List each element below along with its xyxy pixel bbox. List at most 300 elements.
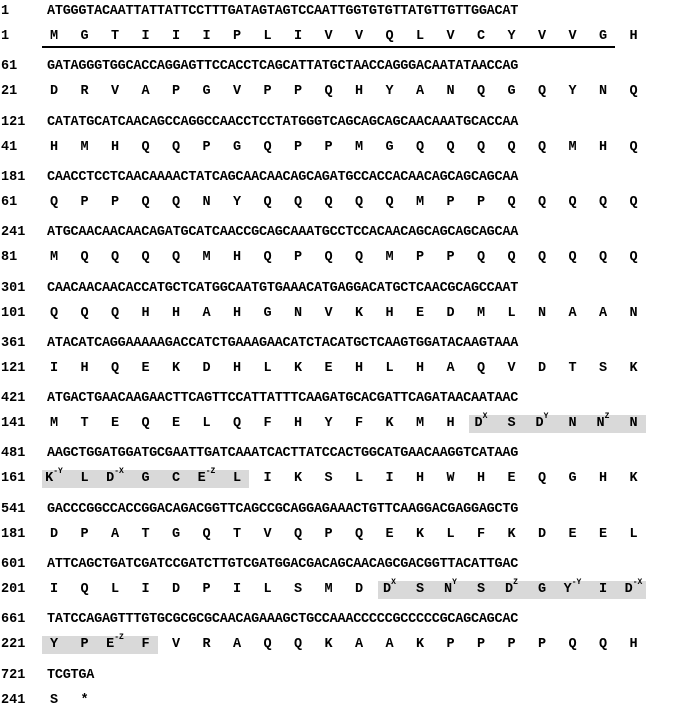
amino-acid-residue: K: [171, 360, 181, 376]
nucleotide-row: [0, 115, 685, 137]
residue-superscript: X: [482, 411, 488, 421]
amino-acid-residue: F: [141, 637, 150, 653]
amino-acid-residue: T: [110, 29, 120, 44]
amino-acid-residue: W: [446, 471, 455, 487]
amino-acid-residue: H: [232, 360, 242, 376]
nucleotide-row: [0, 4, 685, 26]
nucleotide-position: 181: [1, 169, 26, 185]
amino-acid-residue: Q: [598, 637, 608, 653]
amino-acid-residue: M: [354, 139, 364, 155]
amino-acid-residue: M: [80, 139, 89, 155]
amino-acid-residue: L: [354, 471, 364, 487]
amino-acid-residue: H: [49, 139, 59, 155]
amino-acid-residue: S: [324, 471, 333, 487]
amino-acid-residue: T: [232, 526, 242, 542]
nucleotide-position: 301: [1, 280, 26, 296]
amino-acid-residue: Q: [476, 84, 486, 100]
amino-acid-residue: Q: [537, 194, 547, 210]
amino-acid-residue: I: [263, 471, 272, 487]
amino-acid-residue: N: [598, 84, 608, 100]
amino-acid-residue: L: [385, 360, 394, 376]
amino-acid-residue: Q: [324, 194, 333, 210]
amino-acid-residue: H: [232, 305, 242, 321]
amino-acid-residue: P: [415, 250, 425, 266]
nucleotide-row: [0, 336, 685, 358]
nucleotide-row: [0, 668, 685, 690]
amino-acid-position: 201: [1, 582, 26, 597]
amino-acid-residue: $D^{-X}$: [624, 577, 643, 597]
amino-acid-residue: L: [110, 582, 120, 597]
residue-superscript: Y: [452, 577, 457, 587]
amino-acid-residue: H: [598, 139, 608, 155]
amino-acid-row: [0, 306, 685, 328]
amino-acid-residue: $D^Y$: [535, 411, 549, 432]
amino-acid-position: 21: [1, 84, 18, 100]
amino-acid-residue: Q: [537, 84, 547, 100]
amino-acid-residue: K: [629, 471, 638, 487]
amino-acid-residue: S: [598, 360, 608, 376]
nucleotide-row: [0, 557, 685, 579]
amino-acid-residue: G: [385, 139, 394, 155]
amino-acid-residue: A: [354, 637, 364, 653]
nucleotide-sequence: AAGCTGGATGGATGCGAATTGATCAAATCACTTATCCACTGGCATGAACAAGGTCATAAG: [47, 446, 519, 462]
amino-acid-residue: K: [415, 637, 425, 653]
amino-acid-position: 81: [1, 250, 18, 266]
amino-acid-residue: G: [568, 471, 577, 487]
amino-acid-residue: V: [110, 84, 120, 100]
amino-acid-residue: H: [80, 360, 89, 376]
amino-acid-residue: Q: [537, 471, 547, 487]
amino-acid-position: 61: [1, 194, 18, 210]
amino-acid-residue: Q: [598, 194, 608, 210]
amino-acid-residue: A: [598, 305, 608, 321]
amino-acid-residue: Q: [568, 250, 577, 266]
nucleotide-sequence: ATGGGTACAATTATTATTCCTTTGATAGTAGTCCAATTGGTGTGTTATGTTGTTGGACAT: [47, 4, 519, 19]
amino-acid-residue: G: [263, 305, 272, 321]
amino-acid-residue: P: [324, 526, 333, 542]
amino-acid-residue: Q: [293, 194, 303, 210]
amino-acid-residue: P: [80, 526, 89, 542]
amino-acid-residue: Q: [141, 194, 150, 210]
amino-acid-residue: H: [354, 360, 364, 376]
amino-acid-residue: L: [263, 360, 272, 376]
amino-acid-residue: F: [476, 526, 486, 542]
residue-superscript: -X: [114, 466, 124, 476]
amino-acid-residue: V: [354, 29, 364, 44]
amino-acid-residue: I: [232, 582, 242, 597]
amino-acid-residue: Y: [507, 29, 516, 44]
amino-acid-residue: Q: [171, 194, 181, 210]
amino-acid-residue: M: [568, 139, 577, 155]
amino-acid-residue: D: [49, 84, 59, 100]
amino-acid-residue: G: [141, 471, 150, 487]
amino-acid-residue: Y: [324, 416, 333, 432]
amino-acid-residue: P: [202, 582, 211, 597]
amino-acid-residue: Q: [293, 637, 303, 653]
amino-acid-residue: H: [232, 250, 242, 266]
amino-acid-residue: L: [202, 416, 211, 432]
amino-acid-residue: Q: [507, 139, 516, 155]
amino-acid-residue: E: [141, 360, 150, 376]
amino-acid-residue: Q: [110, 250, 120, 266]
amino-acid-residue: Q: [80, 582, 89, 597]
amino-acid-residue: S: [49, 692, 59, 708]
amino-acid-position: 101: [1, 305, 26, 321]
nucleotide-row: [0, 59, 685, 81]
amino-acid-residue: S: [476, 582, 486, 597]
amino-acid-residue: A: [446, 360, 455, 376]
amino-acid-position: 161: [1, 471, 26, 487]
amino-acid-residue: P: [263, 84, 272, 100]
nucleotide-position: 421: [1, 391, 26, 407]
amino-acid-residue: P: [476, 194, 486, 210]
amino-acid-residue: I: [49, 360, 59, 376]
nucleotide-sequence: ATGACTGAACAAGAACTTCAGTTCCATTATTTCAAGATGCACGATTCAGATAACAATAAC: [47, 391, 519, 407]
residue-superscript: X: [391, 577, 396, 587]
amino-acid-residue: Q: [629, 84, 638, 100]
amino-acid-residue: Q: [141, 139, 150, 155]
amino-acid-residue: P: [446, 250, 455, 266]
amino-acid-residue: L: [263, 29, 272, 44]
amino-acid-residue: H: [446, 416, 455, 432]
amino-acid-row: [0, 466, 685, 493]
amino-acid-residue: N: [293, 305, 303, 321]
amino-acid-residue: M: [415, 194, 425, 210]
amino-acid-residue: H: [476, 471, 486, 487]
amino-acid-row: [0, 577, 685, 604]
amino-acid-residue: N: [568, 416, 577, 432]
amino-acid-residue: K: [293, 360, 303, 376]
amino-acid-residue: Y: [49, 637, 59, 653]
amino-acid-residue: M: [385, 250, 394, 266]
amino-acid-residue: I: [202, 29, 211, 44]
amino-acid-residue: I: [598, 582, 608, 597]
amino-acid-residue: $N^Y$: [444, 577, 457, 597]
amino-acid-residue: F: [263, 416, 272, 432]
amino-acid-residue: Q: [80, 305, 89, 321]
amino-acid-residue: Q: [324, 84, 333, 100]
amino-acid-residue: K: [354, 305, 364, 321]
amino-acid-residue: G: [537, 582, 547, 597]
nucleotide-position: 481: [1, 446, 26, 462]
amino-acid-residue: K: [629, 360, 638, 376]
amino-acid-residue: E: [568, 526, 577, 542]
residue-superscript: -X: [632, 577, 643, 587]
amino-acid-residue: Q: [110, 360, 120, 376]
amino-acid-residue: Y: [232, 194, 242, 210]
amino-acid-residue: Q: [354, 194, 364, 210]
amino-acid-residue: D: [49, 526, 59, 542]
amino-acid-residue: Q: [385, 194, 394, 210]
amino-acid-residue: Q: [49, 194, 59, 210]
amino-acid-residue: I: [293, 29, 303, 44]
amino-acid-residue: L: [232, 471, 242, 487]
amino-acid-residue: Q: [476, 250, 486, 266]
nucleotide-sequence: GACCCGGCCACCGGACAGACGGTTCAGCCGCAGGAGAAACTGTTCAAGGACGAGGAGCTG: [47, 501, 519, 517]
amino-acid-residue: A: [385, 637, 394, 653]
amino-acid-residue: K: [415, 526, 425, 542]
amino-acid-residue: L: [415, 29, 425, 44]
amino-acid-residue: H: [354, 84, 364, 100]
amino-acid-residue: Q: [141, 250, 150, 266]
residue-superscript: -Z: [205, 466, 216, 476]
amino-acid-residue: $D^X$: [474, 411, 488, 432]
amino-acid-residue: H: [171, 305, 181, 321]
amino-acid-residue: L: [80, 471, 89, 487]
nucleotide-position: 601: [1, 557, 26, 572]
amino-acid-residue: P: [324, 139, 333, 155]
amino-acid-residue: A: [415, 84, 425, 100]
amino-acid-residue: Q: [537, 139, 547, 155]
amino-acid-residue: M: [49, 416, 59, 432]
amino-acid-row: [0, 29, 685, 51]
amino-acid-residue: E: [110, 416, 120, 432]
nucleotide-sequence: ATTCAGCTGATCGATCCGATCTTGTCGATGGACGACAGCAACAGCGACGGTTACATTGAC: [47, 557, 519, 572]
amino-acid-row: [0, 84, 685, 106]
nucleotide-sequence: CAACAACAACACCATGCTCATGGCAATGTGAAACATGAGGACATGCTCAACGCAGCCAAT: [47, 280, 519, 296]
amino-acid-residue: Q: [568, 194, 577, 210]
amino-acid-residue: V: [446, 29, 455, 44]
amino-acid-residue: *: [80, 692, 89, 708]
amino-acid-residue: H: [110, 139, 120, 155]
amino-acid-position: 41: [1, 139, 18, 155]
amino-acid-residue: M: [202, 250, 211, 266]
amino-acid-row: [0, 250, 685, 272]
amino-acid-row: [0, 195, 685, 217]
amino-acid-residue: D: [537, 360, 547, 376]
amino-acid-residue: E: [324, 360, 333, 376]
amino-acid-residue: $E^{-Z}$: [106, 632, 124, 653]
amino-acid-residue: A: [568, 305, 577, 321]
amino-acid-residue: Q: [110, 305, 120, 321]
amino-acid-residue: E: [171, 416, 181, 432]
nucleotide-position: 61: [1, 59, 18, 75]
amino-acid-residue: Q: [293, 526, 303, 542]
amino-acid-row: [0, 140, 685, 162]
amino-acid-residue: M: [49, 250, 59, 266]
amino-acid-residue: R: [80, 84, 89, 100]
amino-acid-residue: M: [415, 416, 425, 432]
amino-acid-residue: Q: [354, 250, 364, 266]
amino-acid-residue: H: [141, 305, 150, 321]
amino-acid-position: 241: [1, 692, 26, 708]
amino-acid-residue: V: [324, 305, 333, 321]
amino-acid-position: 221: [1, 637, 26, 653]
amino-acid-residue: Q: [446, 139, 455, 155]
amino-acid-residue: E: [598, 526, 608, 542]
amino-acid-residue: V: [507, 360, 516, 376]
amino-acid-residue: H: [629, 637, 638, 653]
amino-acid-residue: Y: [568, 84, 577, 100]
amino-acid-residue: I: [141, 582, 150, 597]
signal-peptide-underline: [42, 46, 615, 48]
nucleotide-sequence: CAACCTCCTCAACAAAACTATCAGCAACAACAGCAGATGCCACCACAACAGCAGCAGCAA: [47, 169, 519, 185]
amino-acid-residue: I: [141, 29, 150, 44]
amino-acid-residue: E: [507, 471, 516, 487]
amino-acid-residue: V: [171, 637, 181, 653]
amino-acid-residue: Q: [476, 139, 486, 155]
amino-acid-residue: N: [537, 305, 547, 321]
amino-acid-residue: V: [263, 526, 272, 542]
amino-acid-residue: K: [293, 471, 303, 487]
amino-acid-residue: A: [232, 637, 242, 653]
amino-acid-residue: Q: [263, 637, 272, 653]
amino-acid-residue: G: [171, 526, 181, 542]
nucleotide-position: 241: [1, 225, 26, 241]
amino-acid-residue: D: [446, 305, 455, 321]
nucleotide-row: [0, 225, 685, 247]
nucleotide-position: 661: [1, 612, 26, 628]
amino-acid-residue: N: [202, 194, 211, 210]
amino-acid-residue: I: [171, 29, 181, 44]
nucleotide-sequence: CATATGCATCAACAGCCAGGCCAACCTCCTATGGGTCAGCAGCAGCAACAAATGCACCAA: [47, 114, 519, 130]
amino-acid-residue: D: [537, 526, 547, 542]
amino-acid-residue: L: [629, 526, 638, 542]
amino-acid-residue: P: [171, 84, 181, 100]
amino-acid-residue: H: [415, 360, 425, 376]
amino-acid-residue: Q: [507, 194, 516, 210]
nucleotide-sequence: GATAGGGTGGCACCAGGAGTTCCACCTCAGCATTATGCTAACCAGGGACAATATAACCAG: [47, 59, 519, 75]
amino-acid-residue: P: [232, 29, 242, 44]
amino-acid-residue: Q: [629, 139, 638, 155]
amino-acid-residue: G: [598, 29, 608, 44]
amino-acid-residue: Q: [629, 194, 638, 210]
amino-acid-row: [0, 632, 685, 659]
amino-acid-residue: Q: [263, 194, 272, 210]
amino-acid-residue: M: [476, 305, 486, 321]
amino-acid-residue: P: [446, 194, 455, 210]
amino-acid-row: [0, 361, 685, 383]
amino-acid-residue: H: [415, 471, 425, 487]
nucleotide-row: [0, 502, 685, 524]
amino-acid-residue: T: [568, 360, 577, 376]
amino-acid-residue: $K^{-Y}$: [45, 466, 63, 487]
amino-acid-residue: P: [507, 637, 516, 653]
amino-acid-residue: Q: [629, 250, 638, 266]
amino-acid-residue: Q: [263, 139, 272, 155]
amino-acid-residue: Q: [171, 250, 181, 266]
amino-acid-residue: I: [49, 582, 59, 597]
amino-acid-residue: C: [171, 471, 181, 487]
amino-acid-residue: P: [202, 139, 211, 155]
amino-acid-residue: H: [598, 471, 608, 487]
amino-acid-residue: V: [568, 29, 577, 44]
amino-acid-residue: Q: [324, 250, 333, 266]
amino-acid-residue: G: [507, 84, 516, 100]
nucleotide-sequence: ATGCAACAACAACAGATGCATCAACCGCAGCAAATGCCTCCACAACAGCAGCAGCAGCAA: [47, 225, 519, 241]
amino-acid-residue: L: [263, 582, 272, 597]
amino-acid-residue: E: [415, 305, 425, 321]
amino-acid-residue: Q: [263, 250, 272, 266]
amino-acid-residue: P: [80, 194, 89, 210]
amino-acid-residue: $Y^{-Y}$: [563, 577, 582, 597]
amino-acid-residue: Q: [80, 250, 89, 266]
amino-acid-residue: $D^X$: [383, 577, 396, 597]
nucleotide-position: 1: [1, 4, 10, 19]
amino-acid-residue: F: [354, 416, 364, 432]
amino-acid-residue: G: [232, 139, 242, 155]
amino-acid-residue: T: [141, 526, 150, 542]
amino-acid-residue: P: [476, 637, 486, 653]
amino-acid-row: [0, 527, 685, 549]
amino-acid-residue: Y: [385, 84, 394, 100]
amino-acid-residue: Q: [49, 305, 59, 321]
residue-superscript: -Y: [53, 466, 63, 476]
amino-acid-residue: P: [537, 637, 547, 653]
amino-acid-residue: G: [80, 29, 89, 44]
amino-acid-residue: Q: [507, 250, 516, 266]
amino-acid-residue: L: [446, 526, 455, 542]
amino-acid-residue: Q: [141, 416, 150, 432]
amino-acid-residue: Q: [568, 637, 577, 653]
amino-acid-residue: $D^{-X}$: [106, 466, 124, 487]
amino-acid-position: 121: [1, 360, 26, 376]
amino-acid-residue: D: [202, 360, 211, 376]
amino-acid-residue: I: [385, 471, 394, 487]
amino-acid-residue: A: [141, 84, 150, 100]
amino-acid-residue: K: [385, 416, 394, 432]
amino-acid-residue: T: [80, 416, 89, 432]
amino-acid-residue: Q: [415, 139, 425, 155]
amino-acid-position: 1: [1, 29, 10, 44]
amino-acid-residue: L: [507, 305, 516, 321]
amino-acid-residue: Q: [537, 250, 547, 266]
nucleotide-sequence: TCGTGA: [47, 667, 95, 683]
amino-acid-residue: G: [202, 84, 211, 100]
amino-acid-residue: H: [385, 305, 394, 321]
amino-acid-residue: H: [293, 416, 303, 432]
amino-acid-position: 141: [1, 416, 26, 432]
amino-acid-residue: Q: [202, 526, 211, 542]
nucleotide-sequence: TATCCAGAGTTTGTGCGCGCGCAACAGAAAGCTGCCAAACCCCCGCCCCCGCAGCAGCAC: [47, 612, 519, 628]
amino-acid-residue: $D^Z$: [505, 577, 518, 597]
amino-acid-residue: $N^Z$: [596, 411, 610, 432]
nucleotide-row: [0, 612, 685, 634]
amino-acid-residue: $E^{-Z}$: [197, 466, 216, 487]
amino-acid-residue: Q: [385, 29, 394, 44]
residue-superscript: -Y: [571, 577, 582, 587]
amino-acid-residue: M: [49, 29, 59, 44]
amino-acid-residue: N: [446, 84, 455, 100]
amino-acid-residue: E: [385, 526, 394, 542]
amino-acid-row: [0, 693, 685, 715]
amino-acid-residue: R: [202, 637, 211, 653]
amino-acid-residue: A: [202, 305, 211, 321]
amino-acid-residue: P: [293, 250, 303, 266]
nucleotide-sequence: ATACATCAGGAAAAAGACCATCTGAAAGAACATCTACATGCTCAAGTGGATACAAGTAAA: [47, 335, 519, 351]
amino-acid-residue: V: [537, 29, 547, 44]
amino-acid-residue: P: [446, 637, 455, 653]
amino-acid-residue: V: [232, 84, 242, 100]
residue-superscript: Z: [604, 411, 610, 421]
nucleotide-position: 541: [1, 501, 26, 517]
amino-acid-residue: D: [171, 582, 181, 597]
amino-acid-residue: Q: [476, 360, 486, 376]
shaded-motif-region: [469, 411, 646, 433]
amino-acid-residue: S: [507, 416, 516, 432]
amino-acid-residue: P: [293, 139, 303, 155]
amino-acid-residue: K: [507, 526, 516, 542]
amino-acid-residue: A: [110, 526, 120, 542]
nucleotide-position: 121: [1, 114, 26, 130]
nucleotide-position: 361: [1, 335, 26, 351]
amino-acid-residue: H: [629, 29, 638, 44]
amino-acid-residue: D: [354, 582, 364, 597]
amino-acid-residue: K: [324, 637, 333, 653]
nucleotide-row: [0, 391, 685, 413]
nucleotide-row: [0, 446, 685, 468]
amino-acid-residue: C: [476, 29, 486, 44]
